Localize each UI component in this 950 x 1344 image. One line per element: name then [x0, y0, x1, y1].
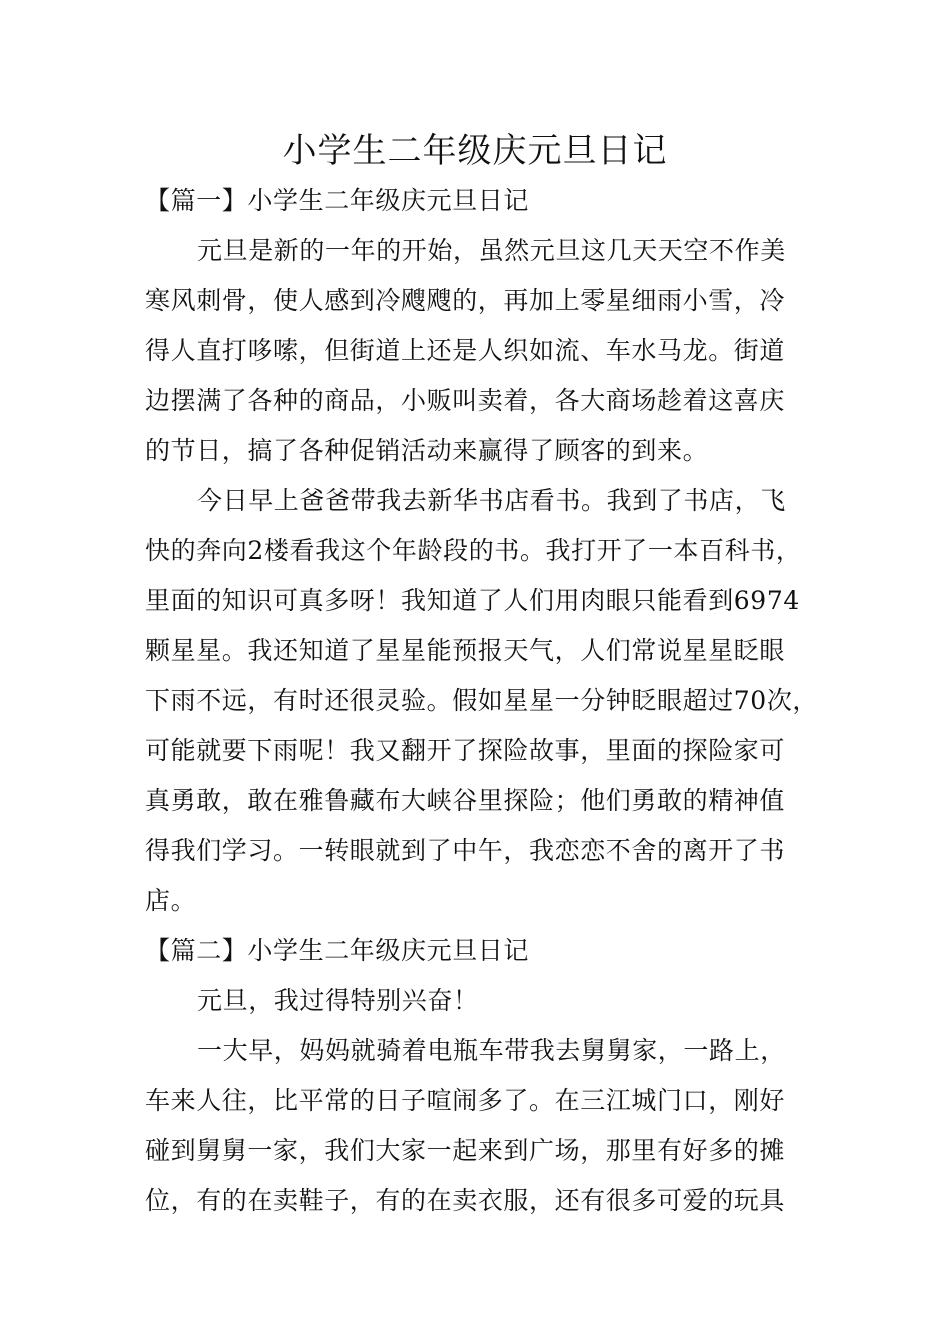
- paragraph-line: 碰到舅舅一家，我们大家一起来到广场，那里有好多的摊: [145, 1136, 786, 1165]
- paragraph-line: 下雨不远，有时还很灵验。假如星星一分钟眨眼超过70次，: [145, 686, 819, 715]
- paragraph-line: 的节日，搞了各种促销活动来赢得了顾客的到来。: [145, 436, 709, 465]
- paragraph-line: 一大早，妈妈就骑着电瓶车带我去舅舅家，一路上，: [197, 1036, 786, 1065]
- document-title: 小学生二年级庆元旦日记: [282, 131, 668, 171]
- section-heading-2: 【篇二】小学生二年级庆元旦日记: [145, 936, 530, 965]
- paragraph-line: 得我们学习。一转眼就到了中午，我恋恋不舍的离开了书: [145, 836, 786, 865]
- paragraph-line: 位，有的在卖鞋子，有的在卖衣服，还有很多可爱的玩具: [145, 1186, 786, 1215]
- paragraph-line: 边摆满了各种的商品，小贩叫卖着，各大商场趁着这喜庆: [145, 386, 786, 415]
- paragraph-line: 得人直打哆嗦，但街道上还是人织如流、车水马龙。街道: [145, 336, 786, 365]
- paragraph-line: 颗星星。我还知道了星星能预报天气，人们常说星星眨眼: [145, 636, 786, 665]
- paragraph-line: 元旦是新的一年的开始，虽然元旦这几天天空不作美: [197, 236, 786, 265]
- paragraph-line: 真勇敢，敢在雅鲁藏布大峡谷里探险；他们勇敢的精神值: [145, 786, 786, 815]
- paragraph-line: 车来人往，比平常的日子喧闹多了。在三江城门口，刚好: [145, 1086, 786, 1115]
- paragraph-line: 里面的知识可真多呀！我知道了人们用肉眼只能看到6974: [145, 586, 800, 615]
- paragraph-line: 元旦，我过得特别兴奋！: [197, 986, 479, 1015]
- paragraph-line: 快的奔向2楼看我这个年龄段的书。我打开了一本百科书，: [145, 536, 802, 565]
- paragraph-line: 今日早上爸爸带我去新华书店看书。我到了书店，飞: [197, 486, 786, 515]
- section-heading-1: 【篇一】小学生二年级庆元旦日记: [145, 186, 530, 215]
- paragraph-line: 寒风刺骨，使人感到冷飕飕的，再加上零星细雨小雪，冷: [145, 286, 786, 315]
- paragraph-line: 店。: [145, 886, 197, 915]
- paragraph-line: 可能就要下雨呢！我又翻开了探险故事，里面的探险家可: [145, 736, 786, 765]
